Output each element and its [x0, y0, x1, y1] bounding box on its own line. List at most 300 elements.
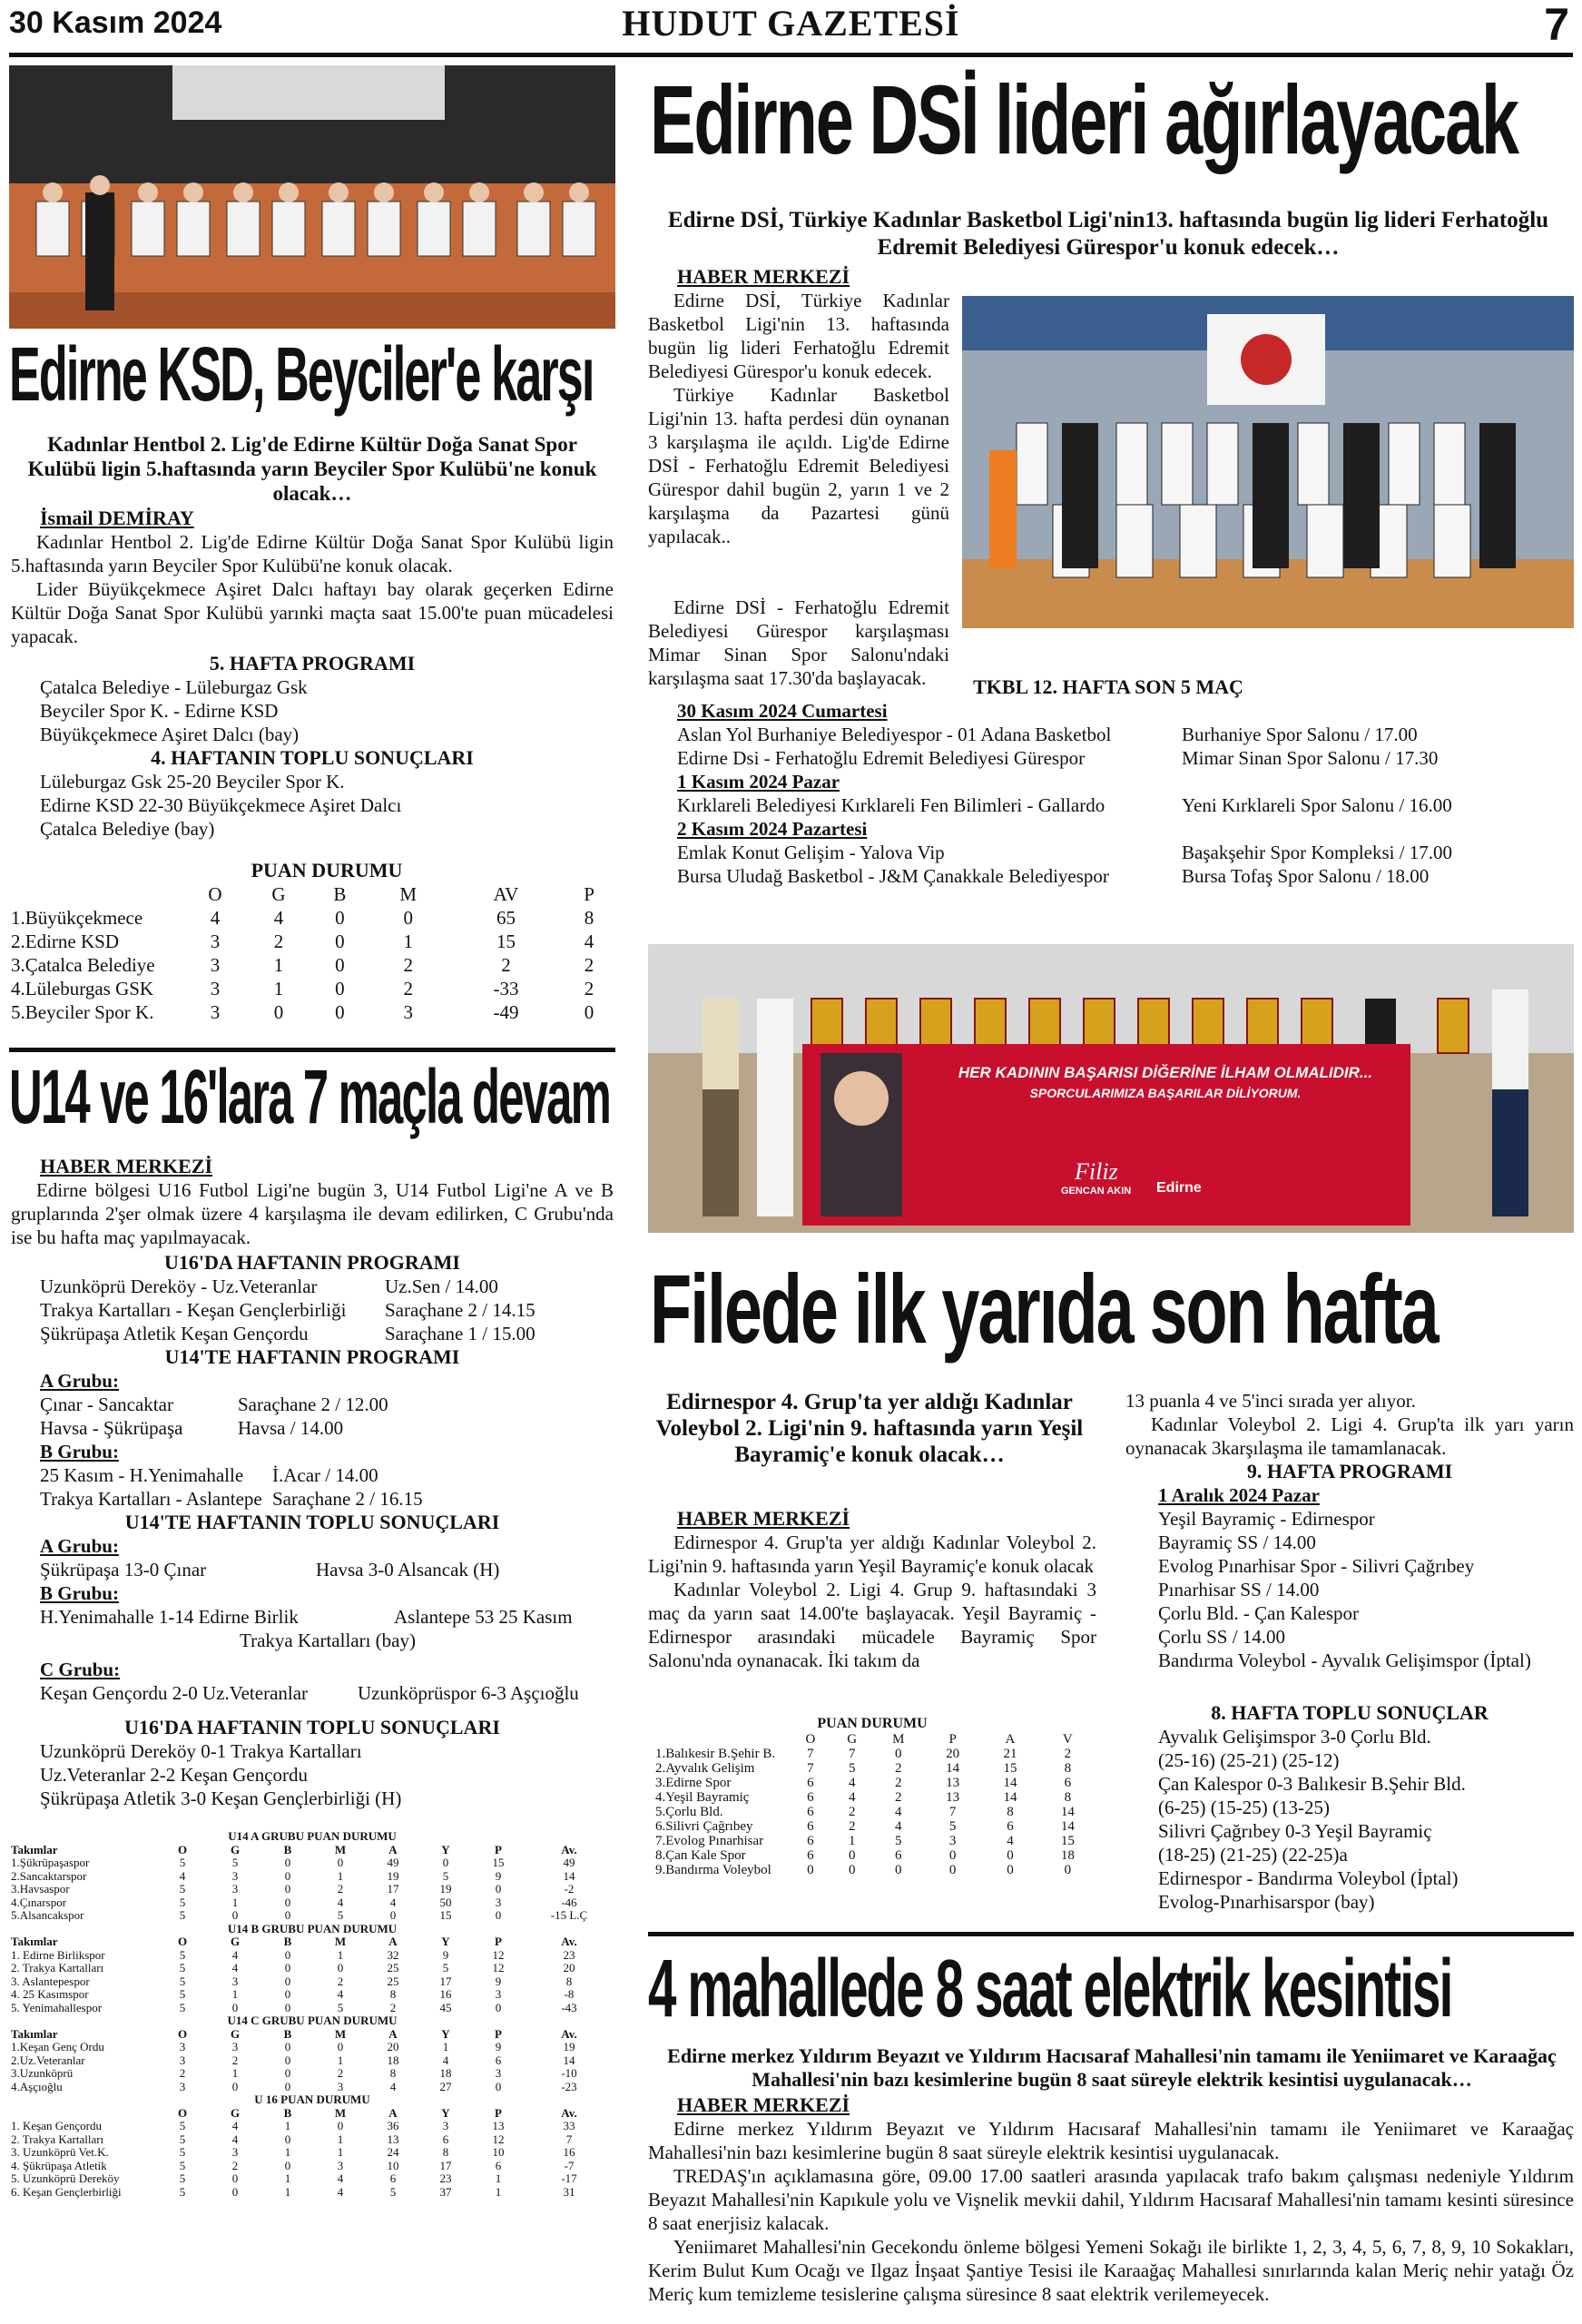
elektrik-byline: HABER MERKEZİ	[677, 2093, 850, 2116]
table-header: P	[948, 1732, 957, 1747]
table-cell: 3	[495, 1987, 502, 2001]
table-header: O	[805, 1732, 816, 1747]
standings-table	[11, 1935, 614, 2014]
program-item: Çorlu Bld. - Çan Kalespor	[1158, 1602, 1360, 1624]
fixture-date: 30 Kasım 2024 Cumartesi	[677, 700, 888, 722]
table-cell: 32	[387, 1947, 399, 1962]
elektrik-lead: Edirne merkez Yıldırım Beyazıt ve Yıldırım Hacısaraf Mahallesi'nin tamamı ile Yeniimaret ve Karaağaç Mahallesi'nin bazı kesimlerine bugün 8 saat süreyle elektrik kesintisi uygulanacak…	[667, 2044, 1557, 2091]
table-cell: 3. Aslantepespor	[11, 1974, 90, 1988]
table-cell: 5	[337, 1908, 344, 1922]
table-row	[655, 1805, 1096, 1819]
handball-photo-graphic	[9, 65, 615, 329]
table-cell: 15	[1003, 1761, 1017, 1776]
fixture-venue: Yeni Kırklareli Spor Salonu / 16.00	[1182, 794, 1452, 816]
table-cell: 19	[439, 1882, 452, 1896]
table-cell: 21	[1003, 1747, 1017, 1761]
u14-program-list	[40, 1369, 603, 1511]
u14-results-title: U14'TE HAFTANIN TOPLU SONUÇLARI	[124, 1511, 500, 1533]
table-row	[655, 1834, 1096, 1848]
table-header: V	[1062, 1732, 1073, 1747]
table-cell: 2	[179, 2066, 186, 2080]
table-cell: 13	[946, 1776, 960, 1790]
table-cell: 3	[231, 2145, 239, 2159]
table-header: B	[283, 2105, 292, 2120]
table-cell: 6	[442, 2132, 449, 2146]
table-cell: 1. Keşan Gençordu	[11, 2119, 102, 2132]
table-row	[655, 1819, 1096, 1834]
table-cell: 0	[284, 2158, 291, 2172]
table-cell: 2	[848, 1805, 856, 1819]
table-cell: 0	[335, 907, 345, 929]
table-cell: 5	[179, 2184, 186, 2199]
table-cell: 0	[284, 2040, 291, 2053]
voleybol-paragraph-1: Edirnespor 4. Grup'ta yer aldığı Kadınlar Voleybol 2. Ligi'nin 9. haftasında yarın Yeşil Bayramiç'e konuk olacak	[648, 1531, 1096, 1577]
table-header-row	[11, 1935, 614, 1949]
table-cell: 14	[946, 1761, 960, 1776]
table-cell: 5	[442, 1961, 449, 1974]
table-row	[11, 2186, 614, 2200]
table-cell: 50	[439, 1895, 452, 1909]
table-header	[11, 2107, 156, 2121]
table-cell: 0	[231, 2184, 239, 2199]
table-header: G	[847, 1732, 858, 1747]
fixture-teams: Edirne Dsi - Ferhatoğlu Edremit Belediyesi Gürespor	[677, 747, 1086, 769]
fixture-venue: Saraçhane 1 / 15.00	[385, 1323, 536, 1344]
table-cell: 6	[1007, 1819, 1014, 1834]
table-cell: 18	[387, 2053, 399, 2067]
table-cell: 5	[179, 1974, 186, 1988]
table-cell: 14	[1060, 1805, 1075, 1819]
table-cell: 0	[848, 1863, 856, 1877]
fixture-venue: Uz.Sen / 14.00	[385, 1275, 498, 1297]
table-cell: 0	[284, 1947, 291, 1962]
fixture-venue: Burhaniye Spor Salonu / 17.00	[1182, 724, 1418, 745]
table-header: M	[399, 883, 418, 905]
table-cell: 15	[496, 931, 516, 952]
table-cell: 0	[284, 2053, 291, 2067]
table-cell: -7	[564, 2158, 575, 2172]
table-cell: 5	[179, 1947, 186, 1962]
table-cell: -46	[561, 1895, 577, 1909]
banner-signature: Filiz	[1075, 1158, 1118, 1185]
table-cell: 1.Büyükçekmece	[11, 907, 143, 929]
table-cell: 5	[179, 2158, 186, 2172]
table-cell: 16	[563, 2145, 575, 2159]
table-header: Av.	[561, 2026, 577, 2041]
result-item: Silivri Çağrıbey 0-3 Yeşil Bayramiç	[1158, 1820, 1432, 1842]
table-row	[11, 2002, 614, 2015]
table-header: Y	[441, 2026, 450, 2041]
table-cell: 13	[492, 2119, 505, 2132]
table-header-row	[655, 1732, 1096, 1747]
table-cell: 2	[895, 1790, 902, 1805]
hentbol-standings-table	[11, 882, 614, 1024]
table-cell: 4.Lüleburgas GSK	[11, 978, 154, 1000]
table-cell: 2.Edirne KSD	[11, 931, 119, 952]
table-cell: 4.Yeşil Bayramiç	[655, 1790, 750, 1805]
table-cell: 3	[337, 2158, 344, 2172]
table-row	[11, 906, 614, 930]
group-b-label: B Grubu:	[40, 1441, 119, 1462]
elektrik-paragraph-2: TREDAŞ'ın açıklamasına göre, 09.00 17.00 saatleri arasında yapılacak trafo bakım çalışması nedeniyle Yıldırım Beyazıt Mahallesi'nin Kapıkule yolu ve Vişnelik mevkii dahil, Yıldırım Hacısaraf Mahallesi'nin tamamı kesinti süresince 8 saat enerjisiz kalacak.	[648, 2165, 1574, 2234]
table-cell: -49	[493, 1001, 519, 1023]
table-cell: 4. 25 Kasımspor	[11, 1987, 89, 2001]
table-cell: 0	[1064, 1863, 1072, 1877]
table-cell: 13	[946, 1790, 960, 1805]
table-cell: 4	[895, 1805, 902, 1819]
table-cell: 0	[948, 1848, 957, 1863]
table-cell: -43	[561, 2000, 577, 2014]
table-cell: -10	[561, 2066, 577, 2080]
fixture-venue: Havsa / 14.00	[238, 1417, 344, 1439]
u14-body	[11, 1178, 614, 1249]
table-cell: 1	[337, 2053, 344, 2067]
fixture-date: 2 Kasım 2024 Pazartesi	[677, 818, 868, 840]
program-item: Yeşil Bayramiç - Edirnespor	[1158, 1508, 1375, 1530]
table-cell: 49	[387, 1856, 399, 1869]
table-cell: 5	[231, 1856, 239, 1869]
dsi-paragraph-3: Edirne DSİ - Ferhatoğlu Edremit Belediyesi Gürespor karşılaşması Mimar Sinan Spor Salonu'ndaki karşılaşma saat 17.30'da başlayacak.	[648, 596, 949, 689]
table-cell: 14	[1003, 1790, 1017, 1805]
table-cell: 3.Çatalca Belediye	[11, 954, 155, 976]
program-item: Beyciler Spor K. - Edirne KSD	[40, 700, 279, 722]
elektrik-paragraph-3: Yeniimaret Mahallesi'nin Gecekondu önleme bölgesi Yemeni Sokağı ile birlikte 1, 2, 3, 4, 5, 6, 7, 8, 9, 10 Sokakları, Kerim Bulut Kum Ocağı ve Ilgaz İnşaat Şantiye Tesisi ile Karaağaç Mahallesi sınırlarında kalan Meriç nehir yatağı Öz Meriç kum temizleme tesislerine çalışma süresince 8 saat elektrik verilemeyecek.	[648, 2236, 1574, 2305]
table-cell: 20	[946, 1747, 960, 1761]
table-cell: 3. Uzunköprü Vet.K.	[11, 2145, 109, 2159]
u14-program-title: U14'TE HAFTANIN PROGRAMI	[164, 1345, 460, 1368]
program-item: Pınarhisar SS / 14.00	[1158, 1579, 1320, 1600]
fixture-teams: Havsa - Şükrüpaşa	[40, 1417, 183, 1439]
standings-title: U14 A GRUBU PUAN DURUMU	[228, 1829, 397, 1843]
voleybol-program-last-wrap	[1125, 1649, 1574, 1672]
table-cell: 3	[179, 2053, 186, 2067]
table-cell: 3	[403, 1001, 414, 1023]
table-cell: 5.Alsancakspor	[11, 1908, 84, 1922]
table-cell: 6	[807, 1805, 814, 1819]
table-cell: 7	[848, 1747, 856, 1761]
table-cell: 8	[389, 2066, 397, 2080]
table-cell: 5	[179, 1895, 186, 1909]
table-cell: 1.Keşan Genç Ordu	[11, 2040, 104, 2053]
hentbol-program-list	[40, 675, 308, 746]
table-cell: 3	[231, 1974, 239, 1988]
table-row	[11, 1856, 614, 1870]
table-cell: 0	[284, 1856, 291, 1869]
table-header: Takımlar	[11, 2026, 58, 2041]
table-cell: 9	[442, 1947, 449, 1962]
table-cell: 7	[948, 1805, 957, 1819]
table-cell: 23	[563, 1947, 575, 1962]
table-cell: 3	[210, 1001, 221, 1023]
table-header: G	[230, 1842, 241, 1856]
elektrik-body	[648, 2117, 1574, 2306]
table-row	[11, 1896, 614, 1910]
banner-line-1: HER KADININ BAŞARISI DİĞERİNE İLHAM OLMALIDIR...	[958, 1064, 1373, 1081]
fixture-venue: Saraçhane 2 / 16.15	[272, 1488, 423, 1510]
table-cell: 3	[948, 1834, 957, 1848]
table-row	[11, 2120, 614, 2133]
group-a-label: A Grubu:	[40, 1370, 119, 1392]
table-header: Av.	[561, 1842, 577, 1856]
volleyball-team-photo	[648, 944, 1574, 1233]
table-cell: 2	[403, 978, 414, 1000]
table-header-row	[11, 2028, 614, 2042]
table-cell: 3	[231, 1868, 239, 1883]
table-cell: 17	[439, 1974, 452, 1988]
result-item: Şükrüpaşa Atletik 3-0 Keşan Gençlerbirliği (H)	[40, 1787, 402, 1809]
group-b-label: B Grubu:	[40, 1582, 119, 1604]
fixture-teams: Bursa Uludağ Basketbol - J&M Çanakkale Belediyespor	[677, 865, 1109, 887]
table-cell: 6	[389, 2171, 397, 2185]
table-cell: 1.Şükrüpaşaspor	[11, 1856, 90, 1869]
newspaper-name: HUDUT GAZETESİ	[622, 3, 960, 44]
table-header: P	[495, 2105, 502, 2120]
handball-team-photo	[9, 65, 615, 329]
table-cell: 2. Trakya Kartalları	[11, 1961, 104, 1974]
table-cell: 0	[284, 1974, 291, 1988]
table-cell: 8	[1064, 1790, 1072, 1805]
table-cell: 10	[492, 2145, 505, 2159]
table-header: M	[334, 2026, 347, 2041]
result-item: (6-25) (15-25) (13-25)	[1158, 1797, 1330, 1818]
standings-title: U14 B GRUBU PUAN DURUMU	[227, 1921, 398, 1935]
hentbol-paragraph-1: Kadınlar Hentbol 2. Lig'de Edirne Kültür Doğa Sanat Spor Kulübü ligin 5.haftasında yarın Beyciler Spor Kulübü'ne konuk olacak.	[11, 531, 614, 576]
table-cell: 0	[231, 2171, 239, 2185]
table-cell: 5	[179, 1882, 186, 1896]
fixture-teams: Şükrüpaşa Atletik Keşan Gençordu	[40, 1323, 309, 1344]
table-cell: 0	[337, 1856, 344, 1869]
table-header: M	[892, 1732, 905, 1747]
elektrik-paragraph-1: Edirne merkez Yıldırım Beyazıt ve Yıldırım Hacısaraf Mahallesi'nin tamamı ile Yeniimaret ve Karaağaç Mahallesi'nin bazı kesimlerine bugün 8 saat süreyle elektrik kesintisi uygulanacak.	[648, 2118, 1574, 2163]
table-cell: 7	[807, 1747, 814, 1761]
table-cell: 7.Evolog Pınarhisar	[655, 1834, 764, 1848]
table-cell: 4. Şükrüpaşa Atletik	[11, 2158, 107, 2172]
table-cell: 4	[389, 1895, 397, 1909]
u14-results-list	[40, 1534, 621, 1705]
table-cell: 0	[284, 1882, 291, 1896]
voleybol-body-cont	[1125, 1389, 1574, 1460]
voleybol-table-title: PUAN DURUMU	[817, 1716, 928, 1731]
table-cell: 0	[284, 1895, 291, 1909]
table-cell: 4	[895, 1819, 902, 1834]
table-cell: 4.Aşçıoğlu	[11, 2079, 63, 2093]
fixture-venue: İ.Acar / 14.00	[272, 1464, 378, 1486]
table-cell: 2	[501, 954, 511, 976]
table-row	[655, 1848, 1096, 1863]
table-cell: 5	[848, 1761, 856, 1776]
table-cell: 0	[335, 954, 345, 976]
table-cell: 0	[848, 1848, 856, 1863]
table-cell: 0	[284, 1987, 291, 2001]
table-cell: 6	[895, 1848, 902, 1863]
table-cell: 49	[563, 1856, 575, 1869]
dsi-paragraph-1: Edirne DSİ, Türkiye Kadınlar Basketbol Ligi'nin 13. haftasında bugün lig lideri Ferhatoğlu Edremit Belediyesi Gürespor'u konuk edecek.	[648, 290, 949, 382]
result-item: Aslantepe 53 25 Kasım	[394, 1606, 573, 1628]
table-cell: -8	[564, 1987, 575, 2001]
table-cell: 4	[389, 2079, 397, 2093]
group-a-label: A Grubu:	[40, 1535, 119, 1557]
table-cell: 5.Çorlu Bld.	[655, 1805, 723, 1819]
table-cell: 0	[337, 2040, 344, 2053]
table-row	[11, 1909, 614, 1923]
table-row	[11, 2133, 614, 2147]
fixture-venue: Mimar Sinan Spor Salonu / 17.30	[1182, 747, 1439, 769]
fixture-teams: 25 Kasım - H.Yenimahalle	[40, 1464, 244, 1486]
table-cell: 0	[231, 1908, 239, 1922]
table-cell: 6. Keşan Gençlerbirliği	[11, 2184, 122, 2199]
table-cell: 4	[337, 2171, 344, 2185]
table-cell: 5	[895, 1834, 902, 1848]
table-row	[11, 930, 614, 953]
table-cell: 0	[948, 1863, 957, 1877]
table-cell: 17	[439, 2158, 452, 2172]
table-cell: 14	[1060, 1819, 1075, 1834]
hentbol-results-list	[40, 770, 401, 841]
basketball-photo-graphic	[962, 296, 1574, 628]
table-cell: 18	[1060, 1848, 1075, 1863]
program-item: Çatalca Belediye - Lüleburgaz Gsk	[40, 676, 308, 698]
result-item: Havsa 3-0 Alsancak (H)	[316, 1559, 500, 1581]
table-header: O	[208, 883, 222, 905]
u16-program-list	[40, 1275, 603, 1345]
table-cell: 0	[389, 1908, 397, 1922]
table-cell: 1	[337, 1947, 344, 1962]
table-cell: 3	[210, 931, 221, 952]
fixture-teams: Emlak Konut Gelişim - Yalova Vip	[677, 842, 945, 863]
hentbol-standings-title: PUAN DURUMU	[251, 859, 403, 881]
fixture-venue: Başakşehir Spor Kompleksi / 17.00	[1182, 842, 1453, 863]
table-cell: 2	[337, 1882, 344, 1896]
table-cell: 9.Bandırma Voleybol	[655, 1863, 771, 1877]
table-header: P	[495, 1935, 502, 1948]
table-cell: 8	[1007, 1805, 1014, 1819]
table-cell: 33	[563, 2119, 575, 2132]
table-cell: 2.Sancaktarspor	[11, 1868, 87, 1883]
hentbol-results-title: 4. HAFTANIN TOPLU SONUÇLARI	[151, 746, 474, 769]
table-cell: 3.Uzunköprü	[11, 2066, 74, 2080]
table-cell: 5	[179, 2000, 186, 2014]
table-cell: 6	[807, 1819, 814, 1834]
table-cell: 18	[439, 2066, 452, 2080]
table-header: G	[230, 2105, 241, 2120]
standings-title: U14 C GRUBU PUAN DURUMU	[227, 2014, 398, 2027]
voleybol-headline: Filede ilk yarıda son hafta	[650, 1254, 1438, 1364]
result-item: (25-16) (25-21) (25-12)	[1158, 1749, 1340, 1771]
table-cell: 2	[584, 978, 594, 1000]
fixture-venue: Bursa Tofaş Spor Salonu / 18.00	[1182, 865, 1430, 887]
table-cell: 25	[387, 1961, 399, 1974]
table-cell: 4	[337, 2184, 344, 2199]
table-cell: 6	[807, 1776, 814, 1790]
table-cell: 1	[848, 1834, 856, 1848]
table-header: Y	[441, 1935, 450, 1948]
table-cell: 13	[387, 2132, 399, 2146]
table-header: Takımlar	[11, 1935, 58, 1948]
table-row	[11, 2041, 614, 2054]
banner-line-2: SPORCULARIMIZA BAŞARILAR DİLİYORUM.	[1029, 1086, 1302, 1100]
table-cell: 45	[439, 2000, 452, 2014]
voleybol-lead: Edirnespor 4. Grup'ta yer aldığı Kadınlar Voleybol 2. Ligi'nin 9. haftasında yarın Yeşil Bayramiç'e konuk olacak…	[655, 1390, 1084, 1467]
table-cell: 4	[231, 2132, 239, 2146]
table-cell: 5	[948, 1819, 957, 1834]
table-cell: 0	[495, 1882, 502, 1896]
table-row	[655, 1776, 1096, 1790]
table-cell: 12	[492, 1947, 505, 1962]
table-cell: 20	[387, 2040, 399, 2053]
table-cell: 0	[284, 2000, 291, 2014]
table-cell: 0	[337, 2119, 344, 2132]
table-row	[655, 1790, 1096, 1805]
voleybol-body	[648, 1531, 1096, 1672]
table-row	[11, 1962, 614, 1975]
table-cell: 2	[848, 1819, 856, 1834]
table-cell: 24	[387, 2145, 399, 2159]
table-cell: 3	[210, 978, 221, 1000]
table-cell: 3	[179, 2040, 186, 2053]
table-row	[655, 1747, 1096, 1761]
result-item: Çan Kalespor 0-3 Balıkesir B.Şehir Bld.	[1158, 1773, 1466, 1795]
hentbol-lead: Kadınlar Hentbol 2. Lig'de Edirne Kültür Doğa Sanat Spor Kulübü ligin 5.haftasında yarın Beyciler Spor Kulübü'ne konuk olacak…	[27, 433, 597, 505]
table-cell: 20	[563, 1961, 575, 1974]
table-row	[655, 1761, 1096, 1776]
table-cell: 4	[442, 2053, 449, 2067]
table-cell: 6	[1064, 1776, 1072, 1790]
voleybol-byline: HABER MERKEZİ	[677, 1507, 850, 1530]
standings-table	[11, 1844, 614, 1923]
table-cell: 0	[284, 2066, 291, 2080]
table-cell: 4	[1007, 1834, 1014, 1848]
table-cell: 1	[273, 978, 284, 1000]
table-cell: 14	[1003, 1776, 1017, 1790]
table-cell: 2	[403, 954, 414, 976]
table-cell: 3	[442, 2119, 449, 2132]
table-header-row	[11, 2107, 614, 2121]
table-cell: 1	[231, 2066, 239, 2080]
table-cell: 5	[179, 1961, 186, 1974]
standings-table	[11, 2028, 614, 2094]
table-cell: -15 L.Ç	[550, 1908, 588, 1922]
table-cell: 2.Uz.Veteranlar	[11, 2053, 85, 2067]
table-cell: 2	[895, 1761, 902, 1776]
table-cell: 0	[442, 1856, 449, 1869]
table-cell: 2	[273, 931, 284, 952]
basketball-team-photo	[962, 296, 1574, 628]
table-row	[11, 2160, 614, 2173]
voleybol-program-title: 9. HAFTA PROGRAMI	[1246, 1460, 1453, 1482]
result-item: (18-25) (21-25) (22-25)a	[1158, 1844, 1348, 1866]
table-header: P	[495, 2026, 502, 2041]
section-divider	[648, 1932, 1574, 1936]
table-cell: 14	[563, 2053, 575, 2067]
table-cell: 10	[387, 2158, 399, 2172]
table-cell: 1	[284, 2184, 291, 2199]
dsi-paragraph-2: Türkiye Kadınlar Basketbol Ligi'nin 13. hafta perdesi dün oynanan 3 karşılaşma ile açıldı. Lig'de Edirne DSİ - Ferhatoğlu Edremit Belediyesi Gürespor dahil bugün 2, yarın 1 ve 2 karşılaşma da Pazartesi günü yapılacak..	[648, 384, 949, 547]
table-cell: 1	[273, 954, 284, 976]
table-row	[11, 2172, 614, 2186]
table-cell: -33	[493, 978, 519, 1000]
section-divider	[9, 1048, 615, 1052]
table-header: B	[283, 1842, 292, 1856]
hentbol-paragraph-2: Lider Büyükçekmece Aşiret Dalcı haftayı bay olarak geçerken Edirne Kültür Doğa Sanat Spor Kulübü yarınki maçta saat 15.00'te puan mücadelesi yapacak.	[11, 578, 614, 647]
program-date: 1 Aralık 2024 Pazar	[1158, 1484, 1320, 1506]
result-item: Edirnespor - Bandırma Voleybol (İptal)	[1158, 1867, 1459, 1889]
table-cell: 4	[231, 1947, 239, 1962]
fixture-teams: Trakya Kartalları - Aslantepe	[40, 1488, 262, 1510]
table-cell: 65	[496, 907, 516, 929]
table-cell: -17	[561, 2171, 577, 2185]
table-cell: 4	[231, 1961, 239, 1974]
dsi-body	[648, 289, 949, 548]
